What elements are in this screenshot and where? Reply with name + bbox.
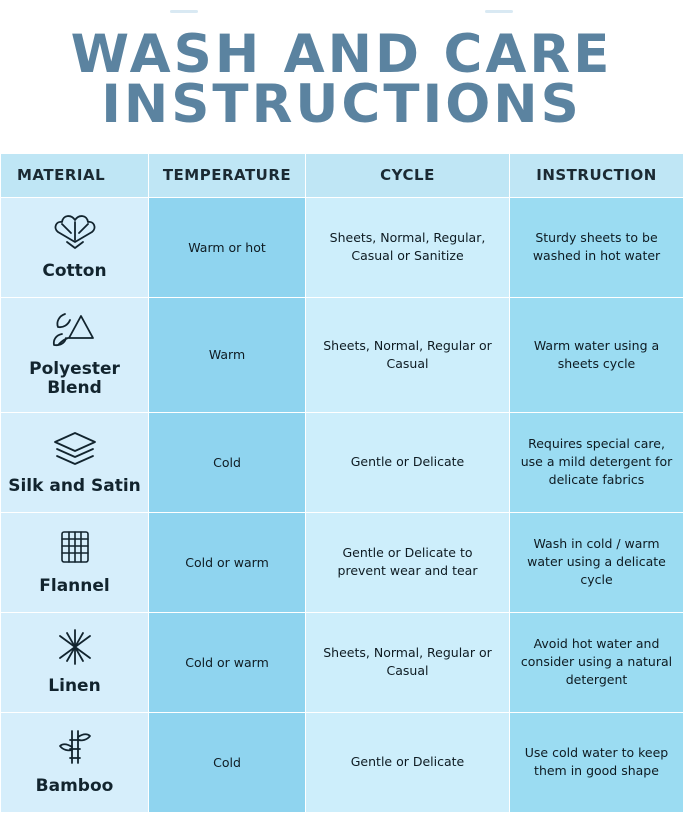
care-table [0,153,683,813]
temperature-cell: Warm or hot [149,197,306,297]
instruction-cell: Use cold water to keep them in good shape [510,712,683,812]
decorative-top-marks [0,10,683,18]
instruction-cell: Sturdy sheets to be washed in hot water [510,197,683,297]
material-cell [1,612,149,712]
linen-weave-icon [45,625,105,671]
title-line-1: WASH AND CARE [0,30,683,80]
material-label: Linen [5,677,144,696]
polyester-blend-icon [45,308,105,354]
cotton-boll-icon [45,210,105,256]
material-label: Cotton [5,262,144,281]
material-cell [1,197,149,297]
column-header-cycle: CYCLE [306,153,510,197]
table-row [1,612,683,712]
title-line-2: INSTRUCTIONS [0,80,683,130]
column-header-instruction: INSTRUCTION [510,153,683,197]
table-row [1,297,683,412]
decorative-mark-left [170,10,198,13]
table-body [1,197,683,812]
temperature-cell: Warm [149,297,306,412]
material-cell [1,412,149,512]
instruction-cell: Wash in cold / warm water using a delicate cycle [510,512,683,612]
column-header-temperature: TEMPERATURE [149,153,306,197]
cycle-cell: Sheets, Normal, Regular or Casual [306,297,510,412]
temperature-cell: Cold or warm [149,512,306,612]
table-row [1,197,683,297]
instruction-cell: Avoid hot water and consider using a natural detergent [510,612,683,712]
cycle-cell: Sheets, Normal, Regular, Casual or Sanitize [306,197,510,297]
decorative-mark-right [485,10,513,13]
material-label: Flannel [5,577,144,596]
bamboo-stalk-icon [45,725,105,771]
material-label: Silk and Satin [5,477,144,496]
material-cell [1,512,149,612]
folded-fabric-icon [45,425,105,471]
table-row [1,712,683,812]
material-cell [1,297,149,412]
table-row [1,412,683,512]
material-label: Bamboo [5,777,144,796]
material-label: Polyester Blend [5,360,144,398]
material-cell [1,712,149,812]
table-header [1,153,683,197]
table-header-row [1,153,683,197]
temperature-cell: Cold [149,712,306,812]
cycle-cell: Gentle or Delicate to prevent wear and tear [306,512,510,612]
temperature-cell: Cold or warm [149,612,306,712]
cycle-cell: Sheets, Normal, Regular or Casual [306,612,510,712]
column-header-material: MATERIAL [1,153,149,197]
temperature-cell: Cold [149,412,306,512]
page-title [0,0,683,131]
instruction-cell: Requires special care, use a mild detergent for delicate fabrics [510,412,683,512]
flannel-grid-icon [45,525,105,571]
instruction-cell: Warm water using a sheets cycle [510,297,683,412]
cycle-cell: Gentle or Delicate [306,712,510,812]
cycle-cell: Gentle or Delicate [306,412,510,512]
table-row [1,512,683,612]
